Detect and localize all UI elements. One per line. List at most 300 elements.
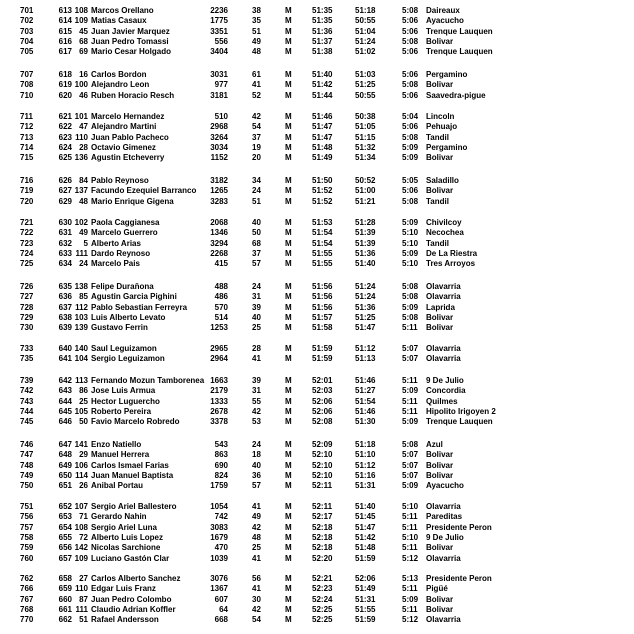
runner-name: Agustin Etcheverry xyxy=(91,153,165,163)
result-row xyxy=(0,80,634,90)
city: Olavarria xyxy=(426,282,461,291)
age: 40 xyxy=(252,312,261,322)
city: Bolivar xyxy=(426,153,454,163)
age-place: 100 xyxy=(74,80,88,90)
pace: 5:11 xyxy=(402,522,418,532)
sex: M xyxy=(285,186,292,196)
net-time: 51:24 xyxy=(355,292,376,302)
net-time: 51:25 xyxy=(355,312,376,322)
gun-time: 51:35 xyxy=(312,16,333,26)
gun-time: 52:08 xyxy=(312,417,333,427)
city: Daireaux xyxy=(426,6,460,15)
city: Pergamino xyxy=(426,142,468,152)
city: Ayacucho xyxy=(426,16,464,26)
sex: M xyxy=(285,16,292,26)
bib: 1152 xyxy=(210,153,228,163)
net-time: 51:28 xyxy=(355,218,376,227)
bib: 3083 xyxy=(210,522,228,532)
bib: 690 xyxy=(214,460,228,470)
age-place: 84 xyxy=(79,176,88,185)
result-row xyxy=(0,554,634,564)
net-time: 51:40 xyxy=(355,259,376,269)
place: 720 xyxy=(20,196,34,206)
runner-name: Saul Leguizamon xyxy=(91,344,157,353)
city: Olavarria xyxy=(426,502,461,511)
pace: 5:07 xyxy=(402,354,419,364)
result-row xyxy=(0,512,634,522)
net-time: 51:18 xyxy=(355,6,376,15)
bib: 3182 xyxy=(210,176,228,185)
runner-name: Sergio Ariel Luna xyxy=(91,522,157,532)
place: 748 xyxy=(20,460,34,470)
place: 744 xyxy=(20,406,34,416)
gun-time: 51:52 xyxy=(312,196,333,206)
runner-name: Rafael Andersson xyxy=(91,615,159,625)
pace: 5:09 xyxy=(402,153,419,163)
place: 722 xyxy=(20,228,34,238)
net-time: 51:31 xyxy=(355,594,376,604)
age: 54 xyxy=(252,615,261,625)
city: Tandil xyxy=(426,196,449,206)
net-time: 51:32 xyxy=(355,142,376,152)
place: 715 xyxy=(20,153,34,163)
city: Saladillo xyxy=(426,176,459,185)
net-time: 51:36 xyxy=(355,302,376,312)
category-place: 618 xyxy=(58,70,72,79)
pace: 5:10 xyxy=(402,259,419,269)
gun-time: 51:50 xyxy=(312,176,333,185)
result-row xyxy=(0,344,634,354)
result-row xyxy=(0,376,634,386)
runner-name: Paola Caggianesa xyxy=(91,218,160,227)
age-place: 5 xyxy=(83,238,88,248)
bib: 2678 xyxy=(210,406,228,416)
bib: 2964 xyxy=(210,354,228,364)
pace: 5:13 xyxy=(402,574,419,583)
runner-name: Alberto Luis Lopez xyxy=(91,532,163,542)
result-row xyxy=(0,397,634,407)
age-place: 114 xyxy=(75,470,88,480)
category-place: 661 xyxy=(58,604,72,614)
gun-time: 51:36 xyxy=(312,26,333,36)
bib: 3264 xyxy=(210,132,228,142)
place: 742 xyxy=(20,386,34,396)
result-row xyxy=(0,605,634,615)
city: Bolivar xyxy=(426,186,454,196)
runner-name: Agustin Garcia Pighini xyxy=(91,292,177,302)
age: 18 xyxy=(252,450,261,460)
pace: 5:09 xyxy=(402,302,419,312)
net-time: 51:36 xyxy=(355,248,376,258)
runner-name: Gerardo Nahin xyxy=(91,512,147,522)
category-place: 625 xyxy=(58,153,72,163)
city: Bolivar xyxy=(426,543,454,553)
category-place: 630 xyxy=(58,218,72,227)
runner-name: Alejandro Leon xyxy=(91,80,150,90)
age-place: 46 xyxy=(79,90,88,100)
place: 714 xyxy=(20,142,34,152)
pace: 5:08 xyxy=(402,282,419,291)
age: 51 xyxy=(252,196,261,206)
net-time: 51:10 xyxy=(355,450,376,460)
age-place: 25 xyxy=(79,396,88,406)
gun-time: 51:53 xyxy=(312,218,333,227)
place: 713 xyxy=(20,132,34,142)
result-row xyxy=(0,228,634,238)
result-row xyxy=(0,47,634,57)
age-place: 104 xyxy=(74,354,88,364)
result-row xyxy=(0,303,634,313)
sex: M xyxy=(285,218,292,227)
sex: M xyxy=(285,6,292,15)
pace: 5:06 xyxy=(402,122,419,132)
gun-time: 52:23 xyxy=(312,584,333,594)
age-place: 51 xyxy=(79,615,88,625)
age-place: 48 xyxy=(79,196,88,206)
gun-time: 51:44 xyxy=(312,90,333,100)
age: 49 xyxy=(252,512,261,522)
runner-name: Marcos Orellano xyxy=(91,6,154,15)
pace: 5:11 xyxy=(402,604,418,614)
net-time: 51:54 xyxy=(355,396,376,406)
pace: 5:06 xyxy=(402,70,419,79)
category-place: 615 xyxy=(58,26,72,36)
place: 719 xyxy=(20,186,34,196)
age-place: 24 xyxy=(79,259,88,269)
gun-time: 51:46 xyxy=(312,112,333,121)
age: 31 xyxy=(252,386,261,396)
result-row xyxy=(0,186,634,196)
category-place: 654 xyxy=(58,522,72,532)
bib: 2268 xyxy=(210,248,228,258)
sex: M xyxy=(285,176,292,185)
bib: 3294 xyxy=(210,238,228,248)
pace: 5:09 xyxy=(402,594,419,604)
pace: 5:08 xyxy=(402,6,419,15)
category-place: 613 xyxy=(58,6,72,15)
bib: 824 xyxy=(214,470,228,480)
result-row xyxy=(0,450,634,460)
age-place: 113 xyxy=(75,376,88,385)
net-time: 51:59 xyxy=(355,553,376,563)
pace: 5:09 xyxy=(402,386,419,396)
result-row xyxy=(0,259,634,269)
result-row xyxy=(0,574,634,584)
city: Pehuajo xyxy=(426,122,458,132)
sex: M xyxy=(285,292,292,302)
bib: 2968 xyxy=(210,122,228,132)
sex: M xyxy=(285,80,292,90)
runner-name: Mario Cesar Holgado xyxy=(91,47,172,57)
bib: 1333 xyxy=(210,396,228,406)
gun-time: 52:09 xyxy=(312,440,333,449)
age-place: 111 xyxy=(75,604,88,614)
pace: 5:07 xyxy=(402,344,419,353)
pace: 5:08 xyxy=(402,36,419,46)
net-time: 51:02 xyxy=(355,47,376,57)
net-time: 50:55 xyxy=(355,16,376,26)
gun-time: 52:25 xyxy=(312,615,333,625)
pace: 5:09 xyxy=(402,142,419,152)
result-row xyxy=(0,133,634,143)
result-row xyxy=(0,218,634,228)
result-row xyxy=(0,197,634,207)
city: Presidente Peron xyxy=(426,574,492,583)
age: 42 xyxy=(252,604,261,614)
gun-time: 52:10 xyxy=(312,470,333,480)
gun-time: 51:48 xyxy=(312,142,333,152)
age-place: 106 xyxy=(74,460,88,470)
result-row xyxy=(0,386,634,396)
city: Concordia xyxy=(426,386,466,396)
gun-time: 51:37 xyxy=(312,36,333,46)
runner-name: Facundo Ezequiel Barranco xyxy=(91,186,197,196)
place: 725 xyxy=(20,259,34,269)
place: 767 xyxy=(20,594,34,604)
gun-time: 51:52 xyxy=(312,186,333,196)
runner-name: Alberto Arias xyxy=(91,238,141,248)
net-time: 51:24 xyxy=(355,282,376,291)
category-place: 634 xyxy=(58,259,72,269)
runner-name: Dardo Reynoso xyxy=(91,248,151,258)
category-place: 629 xyxy=(58,196,72,206)
gun-time: 52:01 xyxy=(312,376,333,385)
sex: M xyxy=(285,615,292,625)
age-place: 49 xyxy=(79,228,88,238)
city: Bolivar xyxy=(426,604,454,614)
bib: 3404 xyxy=(210,47,228,57)
city: Olavarria xyxy=(426,292,461,302)
gun-time: 51:49 xyxy=(312,153,333,163)
age: 25 xyxy=(252,543,261,553)
result-row xyxy=(0,461,634,471)
bib: 570 xyxy=(214,302,228,312)
category-place: 657 xyxy=(58,553,72,563)
gun-time: 52:10 xyxy=(312,460,333,470)
age-place: 16 xyxy=(79,70,88,79)
category-place: 650 xyxy=(58,470,72,480)
runner-name: Mario Enrique Gigena xyxy=(91,196,174,206)
pace: 5:08 xyxy=(402,292,419,302)
net-time: 51:47 xyxy=(355,522,376,532)
category-place: 617 xyxy=(58,47,72,57)
sex: M xyxy=(285,47,292,57)
age-place: 71 xyxy=(79,512,88,522)
runner-name: Juan Pedro Colombo xyxy=(91,594,172,604)
sex: M xyxy=(285,406,292,416)
net-time: 51:46 xyxy=(355,376,376,385)
age: 49 xyxy=(252,36,261,46)
category-place: 622 xyxy=(58,122,72,132)
runner-name: Felipe Duraňona xyxy=(91,282,154,291)
sex: M xyxy=(285,543,292,553)
bib: 3283 xyxy=(210,196,228,206)
result-row xyxy=(0,417,634,427)
category-place: 642 xyxy=(58,376,72,385)
place: 728 xyxy=(20,302,34,312)
category-place: 633 xyxy=(58,248,72,258)
bib: 1679 xyxy=(210,532,228,542)
sex: M xyxy=(285,238,292,248)
result-row xyxy=(0,153,634,163)
age: 39 xyxy=(252,376,261,385)
sex: M xyxy=(285,470,292,480)
city: Olavarria xyxy=(426,354,461,364)
category-place: 649 xyxy=(58,460,72,470)
city: Olavarria xyxy=(426,615,461,625)
runner-name: Enzo Natiello xyxy=(91,440,142,449)
category-place: 644 xyxy=(58,396,72,406)
runner-name: Gustavo Ferrin xyxy=(91,323,148,333)
place: 703 xyxy=(20,26,34,36)
sex: M xyxy=(285,417,292,427)
result-row xyxy=(0,407,634,417)
place: 762 xyxy=(20,574,34,583)
age-place: 111 xyxy=(75,248,88,258)
gun-time: 52:18 xyxy=(312,543,333,553)
age-place: 109 xyxy=(74,553,88,563)
pace: 5:08 xyxy=(402,80,419,90)
result-row xyxy=(0,27,634,37)
pace: 5:08 xyxy=(402,312,419,322)
category-place: 619 xyxy=(58,80,72,90)
pace: 5:04 xyxy=(402,112,419,121)
runner-name: Jose Luis Armua xyxy=(91,386,156,396)
bib: 863 xyxy=(214,450,228,460)
sex: M xyxy=(285,532,292,542)
category-place: 646 xyxy=(58,417,72,427)
pace: 5:11 xyxy=(402,543,418,553)
pace: 5:11 xyxy=(402,406,418,416)
pace: 5:11 xyxy=(402,396,418,406)
age-place: 103 xyxy=(74,312,88,322)
city: Bolivar xyxy=(426,450,454,460)
city: De La Riestra xyxy=(426,248,478,258)
age: 25 xyxy=(252,323,261,333)
city: Presidente Peron xyxy=(426,522,492,532)
city: Pigüé xyxy=(426,584,448,594)
sex: M xyxy=(285,344,292,353)
place: 707 xyxy=(20,70,34,79)
runner-name: Fernando Mozun Tamborenea xyxy=(91,376,205,385)
category-place: 655 xyxy=(58,532,72,542)
sex: M xyxy=(285,153,292,163)
age: 68 xyxy=(252,238,261,248)
runner-name: Sergio Ariel Ballestero xyxy=(91,502,177,511)
city: Bolivar xyxy=(426,594,454,604)
place: 757 xyxy=(20,522,34,532)
age: 28 xyxy=(252,344,261,353)
city: 9 De Julio xyxy=(426,532,464,542)
category-place: 643 xyxy=(58,386,72,396)
bib: 1759 xyxy=(210,481,228,491)
sex: M xyxy=(285,396,292,406)
age: 41 xyxy=(252,80,261,90)
result-row xyxy=(0,16,634,26)
category-place: 647 xyxy=(58,440,72,449)
age-place: 26 xyxy=(79,481,88,491)
age: 38 xyxy=(252,6,261,15)
bib: 64 xyxy=(219,604,228,614)
age: 41 xyxy=(252,553,261,563)
pace: 5:06 xyxy=(402,186,419,196)
age: 53 xyxy=(252,417,261,427)
age: 61 xyxy=(252,70,261,79)
age: 34 xyxy=(252,176,261,185)
gun-time: 52:18 xyxy=(312,522,333,532)
bib: 543 xyxy=(214,440,228,449)
net-time: 51:59 xyxy=(355,615,376,625)
pace: 5:07 xyxy=(402,450,419,460)
category-place: 638 xyxy=(58,312,72,322)
net-time: 52:06 xyxy=(355,574,376,583)
gun-time: 52:24 xyxy=(312,594,333,604)
sex: M xyxy=(285,132,292,142)
place: 751 xyxy=(20,502,34,511)
age-place: 86 xyxy=(79,386,88,396)
age: 57 xyxy=(252,259,261,269)
category-place: 659 xyxy=(58,584,72,594)
age: 39 xyxy=(252,302,261,312)
sex: M xyxy=(285,584,292,594)
sex: M xyxy=(285,36,292,46)
place: 760 xyxy=(20,553,34,563)
category-place: 640 xyxy=(58,344,72,353)
city: Tres Arroyos xyxy=(426,259,476,269)
age: 37 xyxy=(252,132,261,142)
age: 42 xyxy=(252,112,261,121)
runner-name: Carlos Ismael Farias xyxy=(91,460,169,470)
net-time: 51:12 xyxy=(355,460,376,470)
gun-time: 51:40 xyxy=(312,70,333,79)
sex: M xyxy=(285,248,292,258)
runner-name: Favio Marcelo Robredo xyxy=(91,417,180,427)
gun-time: 51:54 xyxy=(312,228,333,238)
net-time: 51:24 xyxy=(355,36,376,46)
city: Azul xyxy=(426,440,443,449)
age: 50 xyxy=(252,228,261,238)
age: 24 xyxy=(252,282,261,291)
net-time: 51:48 xyxy=(355,543,376,553)
age-place: 110 xyxy=(75,132,88,142)
pace: 5:08 xyxy=(402,132,419,142)
place: 768 xyxy=(20,604,34,614)
category-place: 653 xyxy=(58,512,72,522)
result-row xyxy=(0,584,634,594)
bib: 510 xyxy=(214,112,228,121)
gun-time: 51:47 xyxy=(312,132,333,142)
place: 727 xyxy=(20,292,34,302)
city: Pareditas xyxy=(426,512,463,522)
sex: M xyxy=(285,323,292,333)
runner-name: Pablo Reynoso xyxy=(91,176,149,185)
result-row xyxy=(0,595,634,605)
category-place: 636 xyxy=(58,292,72,302)
age-place: 72 xyxy=(79,532,88,542)
city: Saavedra-pigue xyxy=(426,90,486,100)
age-place: 27 xyxy=(79,574,88,583)
gun-time: 51:38 xyxy=(312,47,333,57)
category-place: 632 xyxy=(58,238,72,248)
bib: 2068 xyxy=(210,218,228,227)
city: Quilmes xyxy=(426,396,458,406)
category-place: 620 xyxy=(58,90,72,100)
gun-time: 52:11 xyxy=(312,502,333,511)
age: 48 xyxy=(252,47,261,57)
place: 721 xyxy=(20,218,34,227)
category-place: 651 xyxy=(58,481,72,491)
result-row xyxy=(0,292,634,302)
